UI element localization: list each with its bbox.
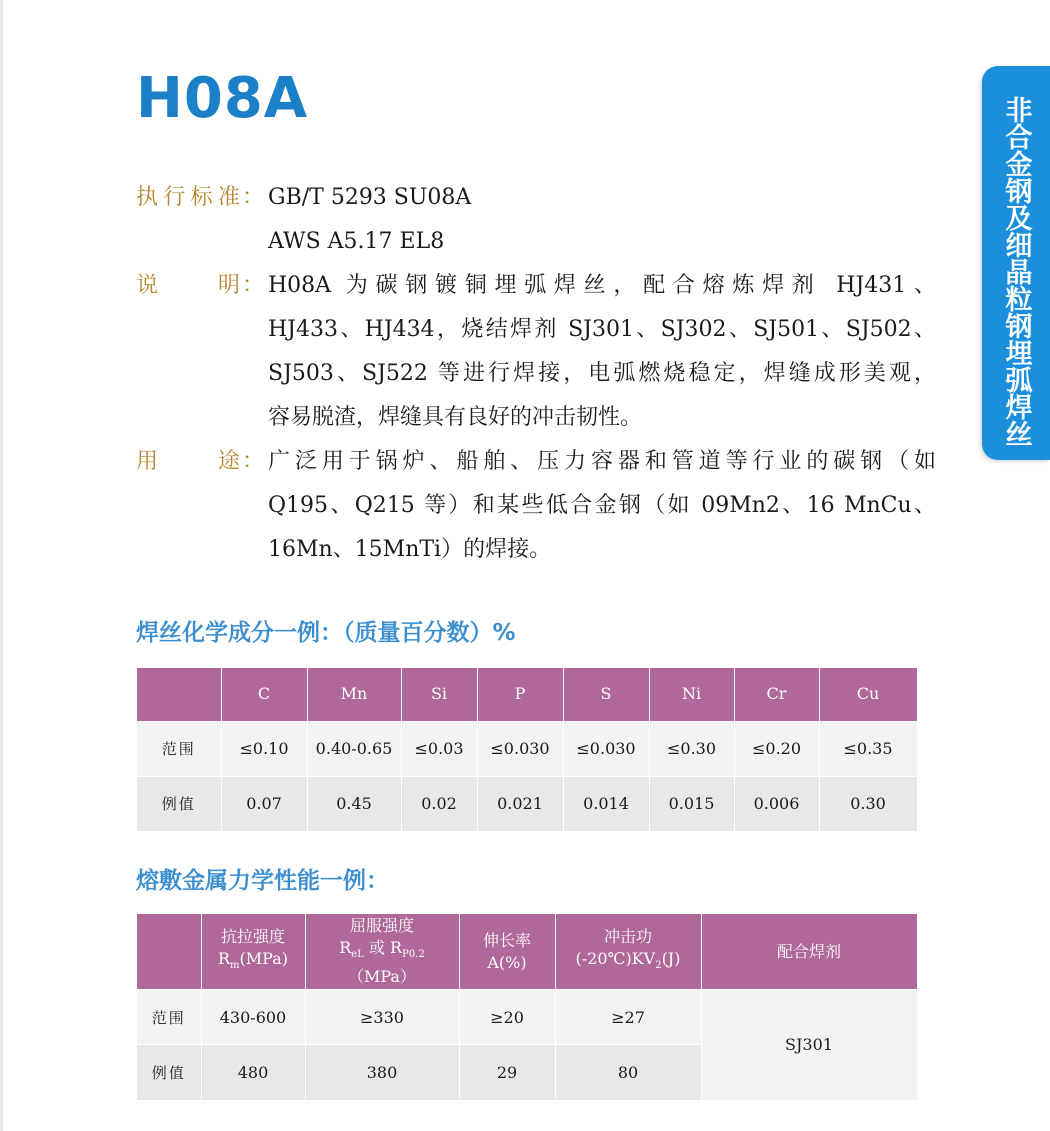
- table-cell: 380: [305, 1045, 459, 1100]
- mech-header-tensile: [201, 914, 305, 990]
- table-cell: ≤0.30: [649, 721, 734, 776]
- chem-row-range: [137, 721, 917, 776]
- description-line: 容易脱渣，焊缝具有良好的冲击韧性。: [268, 405, 643, 430]
- table-cell: 例值: [137, 1045, 201, 1100]
- header-line: [339, 938, 424, 986]
- header-part: (-20℃)KV: [575, 949, 656, 968]
- table-cell: 430-600: [201, 990, 305, 1045]
- info-row-description: [136, 264, 936, 440]
- description-line: SJ503、SJ522 等进行焊接，电弧燃烧稳定，焊缝成形美观，: [268, 361, 936, 386]
- table-cell: 80: [555, 1045, 701, 1100]
- table-cell: 0.30: [819, 776, 917, 831]
- category-side-tab: [982, 66, 1050, 460]
- label-char: 用: [136, 449, 159, 474]
- chem-row-example: [137, 776, 917, 831]
- table-cell: 0.014: [563, 776, 649, 831]
- header-line: 屈服强度: [349, 916, 414, 935]
- table-cell: ≤0.20: [734, 721, 819, 776]
- label-colon: ：: [241, 449, 264, 474]
- mech-header-impact: [555, 914, 701, 990]
- label-colon: ：: [241, 273, 264, 298]
- chem-header-row: [137, 668, 917, 721]
- chem-table: [137, 668, 918, 831]
- table-cell: 0.006: [734, 776, 819, 831]
- product-info: [136, 176, 936, 572]
- table-cell: 例值: [137, 776, 221, 831]
- description-line: H08A 为碳钢镀铜埋弧焊丝，配合熔炼焊剂 HJ431、: [268, 273, 936, 298]
- category-side-tab-text: 非合金钢及细晶粒钢埋弧焊丝: [1000, 96, 1032, 447]
- header-line: [218, 949, 288, 972]
- label-usage: [136, 440, 268, 484]
- table-cell: ≤0.35: [819, 721, 917, 776]
- table-cell: ≥20: [459, 990, 555, 1045]
- standard-line: GB/T 5293 SU08A: [268, 185, 472, 210]
- label-char: 明: [217, 273, 240, 298]
- table-cell: 0.02: [401, 776, 477, 831]
- standard-line: AWS A5.17 EL8: [268, 229, 445, 254]
- chem-header-p: P: [477, 668, 563, 721]
- header-sub: 2: [655, 960, 662, 972]
- value-description: [268, 264, 936, 440]
- usage-line: 广泛用于锅炉、船舶、压力容器和管道等行业的碳钢（如: [268, 449, 936, 474]
- mech-header-blank: [137, 914, 201, 990]
- label-description: [136, 264, 268, 308]
- mech-header-row: [137, 914, 917, 990]
- chem-header-s: S: [563, 668, 649, 721]
- table-cell: 480: [201, 1045, 305, 1100]
- header-line: 抗拉强度: [220, 927, 285, 946]
- label-char: 准: [217, 185, 240, 210]
- header-line: 冲击功: [603, 927, 652, 946]
- header-line: 伸长率: [482, 930, 531, 950]
- mech-table: [137, 914, 918, 1100]
- table-cell: 0.021: [477, 776, 563, 831]
- description-line: HJ433、HJ434，烧结焊剂 SJ301、SJ302、SJ501、SJ502、: [268, 317, 936, 342]
- header-part: (MPa): [239, 949, 288, 968]
- chem-header-mn: Mn: [307, 668, 401, 721]
- header-sub: m: [230, 960, 240, 972]
- chem-header-c: C: [221, 668, 307, 721]
- label-colon: ：: [241, 185, 264, 210]
- table-cell: 0.015: [649, 776, 734, 831]
- table-cell: ≤0.03: [401, 721, 477, 776]
- label-char: 途: [217, 449, 240, 474]
- header-part: (J): [661, 949, 681, 968]
- value-usage: [268, 440, 936, 572]
- chem-section-title: 焊丝化学成分一例：（质量百分数）%: [136, 620, 516, 646]
- usage-line: 16Mn、15MnTi）的焊接。: [268, 537, 552, 562]
- label-char: 标: [190, 185, 213, 210]
- mech-section-title: 熔敷金属力学性能一例：: [136, 868, 389, 894]
- mech-header-elongation: [459, 914, 555, 990]
- usage-line: Q195、Q215 等）和某些低合金钢（如 09Mn2、16 MnCu、: [268, 493, 936, 518]
- mech-header-flux: 配合焊剂: [701, 914, 917, 990]
- table-cell: 0.07: [221, 776, 307, 831]
- chem-header-blank: [137, 668, 221, 721]
- mech-row-range: [137, 990, 917, 1045]
- header-part: R: [218, 949, 231, 968]
- header-part: 或 R: [363, 938, 403, 957]
- label-char: 执: [136, 185, 159, 210]
- table-cell: ≤0.030: [477, 721, 563, 776]
- label-char: 说: [136, 273, 159, 298]
- chem-header-ni: Ni: [649, 668, 734, 721]
- table-cell: 范围: [137, 721, 221, 776]
- chem-header-cr: Cr: [734, 668, 819, 721]
- header-line: A(%): [487, 952, 527, 972]
- header-sub: eL: [351, 949, 364, 961]
- header-line: [575, 949, 681, 972]
- label-char: 行: [163, 185, 186, 210]
- table-cell: ≥27: [555, 990, 701, 1045]
- chem-header-si: Si: [401, 668, 477, 721]
- table-cell: ≤0.10: [221, 721, 307, 776]
- info-row-standard: [136, 176, 936, 264]
- value-standard: [268, 176, 936, 264]
- table-cell: 0.45: [307, 776, 401, 831]
- header-part: （MPa）: [348, 967, 416, 987]
- chem-header-cu: Cu: [819, 668, 917, 721]
- mech-header-yield: [305, 914, 459, 990]
- info-row-usage: [136, 440, 936, 572]
- table-cell: 29: [459, 1045, 555, 1100]
- flux-cell: SJ301: [701, 990, 917, 1100]
- page-title: H08A: [136, 66, 309, 131]
- table-cell: ≥330: [305, 990, 459, 1045]
- label-standard: [136, 176, 268, 220]
- table-cell: 0.40-0.65: [307, 721, 401, 776]
- header-sub: P0.2: [402, 949, 425, 961]
- page-left-edge: [0, 0, 3, 1131]
- table-cell: ≤0.030: [563, 721, 649, 776]
- header-part: R: [339, 938, 352, 957]
- table-cell: 范围: [137, 990, 201, 1045]
